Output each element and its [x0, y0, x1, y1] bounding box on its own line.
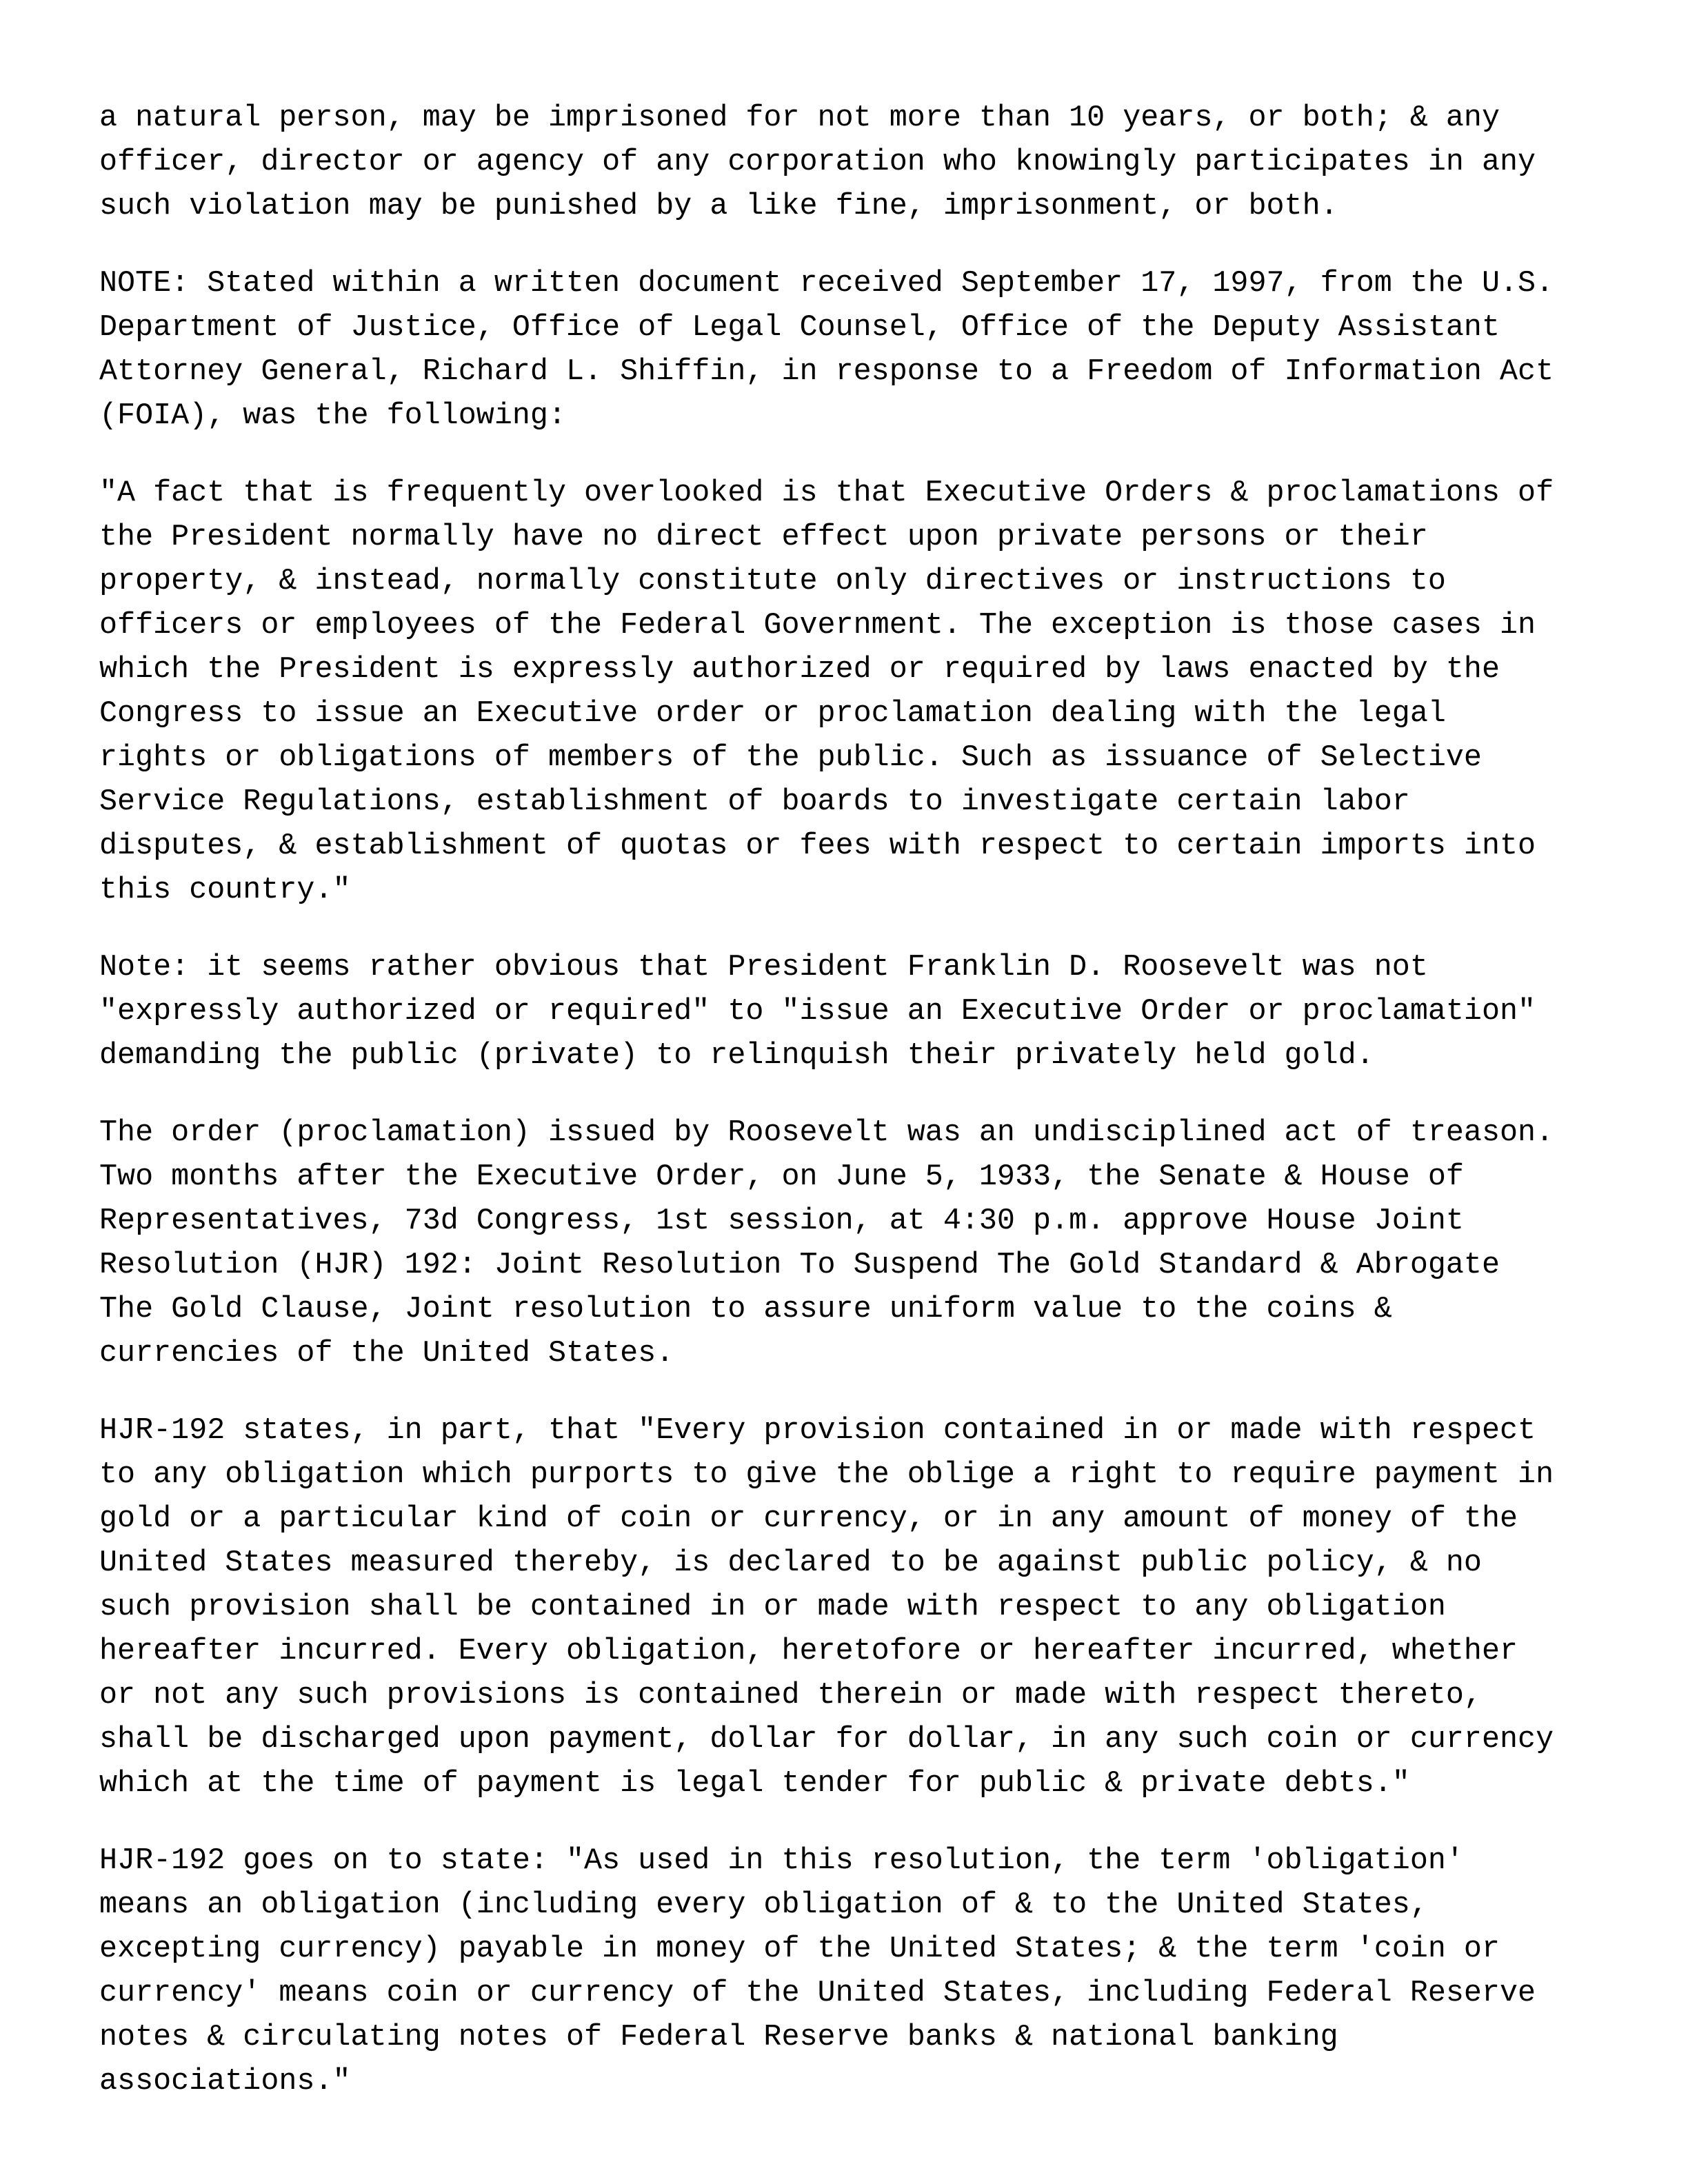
text-line: hereafter incurred. Every obligation, heretofore or hereafter incurred, whether: [99, 1635, 1518, 1668]
text-line: Representatives, 73d Congress, 1st session, at 4:30 p.m. approve House Joint: [99, 1204, 1464, 1238]
document-page: [99, 97, 1651, 2137]
text-line: Attorney General, Richard L. Shiffin, in response to a Freedom of Information Act: [99, 355, 1554, 389]
text-line: The order (proclamation) issued by Roosevelt was an undisciplined act of treason.: [99, 1116, 1554, 1150]
text-line: The Gold Clause, Joint resolution to assure uniform value to the coins &: [99, 1293, 1392, 1326]
text-line: rights or obligations of members of the public. Such as issuance of Selective: [99, 741, 1482, 775]
text-line: HJR-192 goes on to state: "As used in this resolution, the term 'obligation': [99, 1844, 1464, 1878]
text-line: means an obligation (including every obligation of & to the United States,: [99, 1888, 1428, 1922]
text-line: property, & instead, normally constitute only directives or instructions to: [99, 565, 1446, 598]
text-line: which the President is expressly authorized or required by laws enacted by the: [99, 653, 1500, 687]
text-line: HJR-192 states, in part, that "Every provision contained in or made with respect: [99, 1414, 1536, 1448]
text-line: Service Regulations, establishment of boards to investigate certain labor: [99, 785, 1410, 819]
text-line: associations.": [99, 2065, 351, 2099]
text-line: shall be discharged upon payment, dollar for dollar, in any such coin or currency: [99, 1723, 1554, 1757]
text-line: such provision shall be contained in or made with respect to any obligation: [99, 1590, 1446, 1624]
text-line: or not any such provisions is contained therein or made with respect thereto,: [99, 1679, 1482, 1712]
text-line: such violation may be punished by a like fine, imprisonment, or both.: [99, 190, 1338, 223]
paragraph-hjr-192-provisions: [99, 1409, 1651, 1806]
text-line: officer, director or agency of any corporation who knowingly participates in any: [99, 145, 1536, 179]
paragraph-penalty-clause: [99, 97, 1651, 229]
paragraph-hjr-192-definitions: [99, 1839, 1651, 2104]
paragraph-roosevelt-note: [99, 946, 1651, 1078]
text-line: NOTE: Stated within a written document received September 17, 1997, from the U.S.: [99, 267, 1554, 301]
text-line: disputes, & establishment of quotas or fees with respect to certain imports into: [99, 829, 1536, 863]
text-line: which at the time of payment is legal tender for public & private debts.": [99, 1767, 1410, 1801]
text-line: notes & circulating notes of Federal Reserve banks & national banking: [99, 2021, 1338, 2054]
text-line: a natural person, may be imprisoned for not more than 10 years, or both; & any: [99, 101, 1500, 135]
text-line: excepting currency) payable in money of the United States; & the term 'coin or: [99, 1932, 1500, 1966]
text-line: currencies of the United States.: [99, 1337, 674, 1371]
text-line: "A fact that is frequently overlooked is that Executive Orders & proclamations of: [99, 476, 1554, 510]
text-line: currency' means coin or currency of the United States, including Federal Reserve: [99, 1976, 1536, 2010]
text-line: officers or employees of the Federal Government. The exception is those cases in: [99, 609, 1536, 643]
text-line: gold or a particular kind of coin or currency, or in any amount of money of the: [99, 1502, 1518, 1536]
paragraph-hjr-192-history: [99, 1111, 1651, 1376]
paragraph-foia-note: [99, 262, 1651, 438]
text-line: United States measured thereby, is declared to be against public policy, & no: [99, 1546, 1482, 1580]
text-line: this country.": [99, 873, 351, 907]
text-line: to any obligation which purports to give the oblige a right to require payment in: [99, 1458, 1554, 1492]
text-line: Note: it seems rather obvious that President Franklin D. Roosevelt was not: [99, 951, 1428, 984]
text-line: demanding the public (private) to relinquish their privately held gold.: [99, 1039, 1374, 1073]
text-line: Resolution (HJR) 192: Joint Resolution To Suspend The Gold Standard & Abrogate: [99, 1248, 1500, 1282]
text-line: the President normally have no direct effect upon private persons or their: [99, 520, 1428, 554]
text-line: "expressly authorized or required" to "issue an Executive Order or proclamation": [99, 995, 1536, 1029]
paragraph-doj-quote: [99, 472, 1651, 913]
text-line: Department of Justice, Office of Legal Counsel, Office of the Deputy Assistant: [99, 311, 1500, 345]
text-line: Two months after the Executive Order, on June 5, 1933, the Senate & House of: [99, 1160, 1464, 1194]
text-line: Congress to issue an Executive order or proclamation dealing with the legal: [99, 697, 1446, 731]
text-line: (FOIA), was the following:: [99, 399, 567, 433]
